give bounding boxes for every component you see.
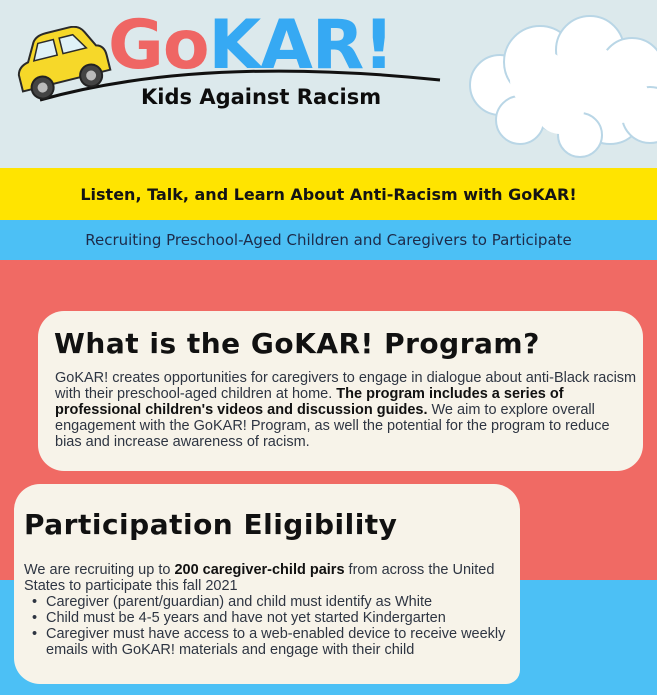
list-item: • Caregiver (parent/guardian) and child must identify as White <box>46 594 514 610</box>
list-item: • Caregiver must have access to a web-enabled device to receive weekly emails with GoKAR! materials and engage with their child <box>46 626 514 658</box>
program-card <box>38 311 643 471</box>
eligibility-intro-2: from across the United States to participate this fall 2021 <box>24 562 495 594</box>
banner-blue-text: Recruiting Preschool-Aged Children and Caregivers to Participate <box>85 231 572 249</box>
header <box>0 0 657 168</box>
banner-blue <box>0 220 657 260</box>
program-text-1: GoKAR! creates opportunities for caregivers to engage in dialogue about anti-Black racism with their preschool-aged children at home. <box>55 370 637 402</box>
program-text-bold: The program includes a series of professional children's videos and discussion guides. <box>55 386 564 418</box>
logo-kar: KAR! <box>208 6 394 85</box>
banner-yellow-text: Listen, Talk, and Learn About Anti-Racism with GoKAR! <box>80 184 577 204</box>
tagline: Kids Against Racism <box>141 85 382 109</box>
eligibility-card <box>14 484 520 684</box>
car-icon <box>8 26 118 106</box>
banner-yellow <box>0 168 657 220</box>
gokar-logo <box>108 6 393 86</box>
list-item: • Child must be 4-5 years and have not yet started Kindergarten <box>46 610 514 626</box>
eligibility-body <box>24 562 514 658</box>
eligibility-list <box>46 594 514 658</box>
eligibility-intro-1: We are recruiting up to <box>24 562 175 578</box>
program-title: What is the GoKAR! Program? <box>54 327 540 360</box>
eligibility-title: Participation Eligibility <box>24 508 398 541</box>
program-description <box>55 370 639 450</box>
program-text-2: We aim to explore overall engagement with the GoKAR! Program, as well the potential for the program to reduce bias and increase awareness of racism. <box>55 402 610 450</box>
eligibility-intro <box>24 562 514 594</box>
logo-go: Go <box>108 6 209 85</box>
eligibility-intro-bold: 200 caregiver-child pairs <box>174 562 345 578</box>
